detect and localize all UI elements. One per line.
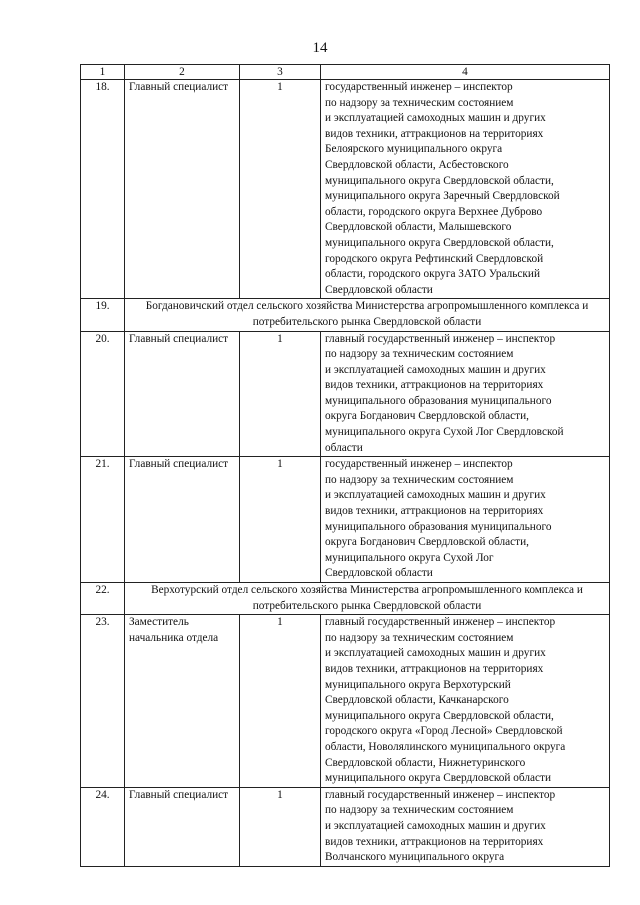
header-col-1: 1 [81,65,125,80]
description-line: муниципального округа Сухой Лог Свердловской [325,426,564,439]
description-line: муниципального округа Верхотурский [325,678,511,691]
page-number: 14 [312,40,328,56]
position-description [321,615,610,788]
position-row [81,80,610,299]
header-col-2: 2 [125,65,240,80]
description-line: и эксплуатацией самоходных машин и других [325,489,546,502]
description-line: Белоярского муниципального округа [325,143,503,156]
position-title: Главный специалист [125,787,240,866]
description-line: и эксплуатацией самоходных машин и других [325,819,546,832]
row-number: 24. [81,787,125,866]
position-description [321,457,610,583]
position-row [81,331,610,457]
position-title: Главный специалист [125,457,240,583]
row-number: 20. [81,331,125,457]
description-line: и эксплуатацией самоходных машин и других [325,363,546,376]
position-count: 1 [240,787,321,866]
description-line: видов техники, аттракционов на территориях [325,379,544,392]
description-line: Свердловской области, Малышевского [325,221,512,234]
row-number: 22. [81,583,125,615]
position-row [81,615,610,788]
position-title: Главный специалист [125,80,240,299]
department-row [81,583,610,615]
description-line: городского округа Рефтинский Свердловской [325,252,544,265]
staff-table-body [81,65,610,867]
position-count: 1 [240,457,321,583]
description-line: округа Богданович Свердловской области, [325,410,529,423]
description-line: области, Новолялинского муниципального округа [325,740,566,753]
description-line: главный государственный инженер – инспектор [325,616,556,629]
description-line: главный государственный инженер – инспектор [325,332,556,345]
description-line: Свердловской области, Качканарского [325,694,509,707]
row-number: 19. [81,299,125,331]
position-row [81,787,610,866]
header-col-3: 3 [240,65,321,80]
description-line: городского округа «Город Лесной» Свердловской [325,725,563,738]
position-description [321,331,610,457]
position-title: Заместитель начальника отдела [125,615,240,788]
row-number: 18. [81,80,125,299]
description-line: и эксплуатацией самоходных машин и других [325,112,546,125]
description-line: Свердловской области, Нижнетуринского [325,756,526,769]
position-count: 1 [240,615,321,788]
staff-table [80,64,610,867]
department-row [81,299,610,331]
department-name: Богдановичский отдел сельского хозяйства Министерства агропромышленного комплекса и потребительского рынка Свердловской области [125,299,610,331]
description-line: округа Богданович Свердловской области, [325,536,529,549]
row-number: 21. [81,457,125,583]
description-line: области, городского округа ЗАТО Уральский [325,268,540,281]
position-description [321,80,610,299]
description-line: муниципального округа Свердловской области [325,772,552,785]
position-count: 1 [240,80,321,299]
description-line: государственный инженер – инспектор [325,458,513,471]
description-line: по надзору за техническим состоянием [325,631,514,644]
table-header-row [81,65,610,80]
department-name: Верхотурский отдел сельского хозяйства Министерства агропромышленного комплекса и потребительского рынка Свердловской области [125,583,610,615]
description-line: муниципального округа Свердловской области, [325,236,554,249]
description-line: области, городского округа Верхнее Дуброво [325,205,543,218]
description-line: Свердловской области [325,567,433,580]
description-line: по надзору за техническим состоянием [325,473,514,486]
row-number: 23. [81,615,125,788]
position-row [81,457,610,583]
description-line: главный государственный инженер – инспектор [325,788,556,801]
description-line: муниципального округа Заречный Свердловской [325,190,560,203]
description-line: видов техники, аттракционов на территориях [325,662,544,675]
description-line: видов техники, аттракционов на территориях [325,127,544,140]
header-col-4: 4 [321,65,610,80]
description-line: и эксплуатацией самоходных машин и других [325,647,546,660]
description-line: муниципального округа Сухой Лог [325,551,494,564]
description-line: видов техники, аттракционов на территориях [325,835,544,848]
description-line: муниципального образования муниципального [325,394,552,407]
description-line: по надзору за техническим состоянием [325,804,514,817]
description-line: по надзору за техническим состоянием [325,348,514,361]
position-description [321,787,610,866]
description-line: по надзору за техническим состоянием [325,96,514,109]
description-line: государственный инженер – инспектор [325,81,513,93]
description-line: муниципального округа Свердловской области, [325,174,554,187]
description-line: муниципального округа Свердловской области, [325,709,554,722]
description-line: Свердловской области [325,283,433,296]
description-line: видов техники, аттракционов на территориях [325,505,544,518]
position-title: Главный специалист [125,331,240,457]
description-line: муниципального образования муниципального [325,520,552,533]
description-line: области [325,441,363,454]
position-count: 1 [240,331,321,457]
description-line: Волчанского муниципального округа [325,851,505,864]
description-line: Свердловской области, Асбестовского [325,158,509,171]
